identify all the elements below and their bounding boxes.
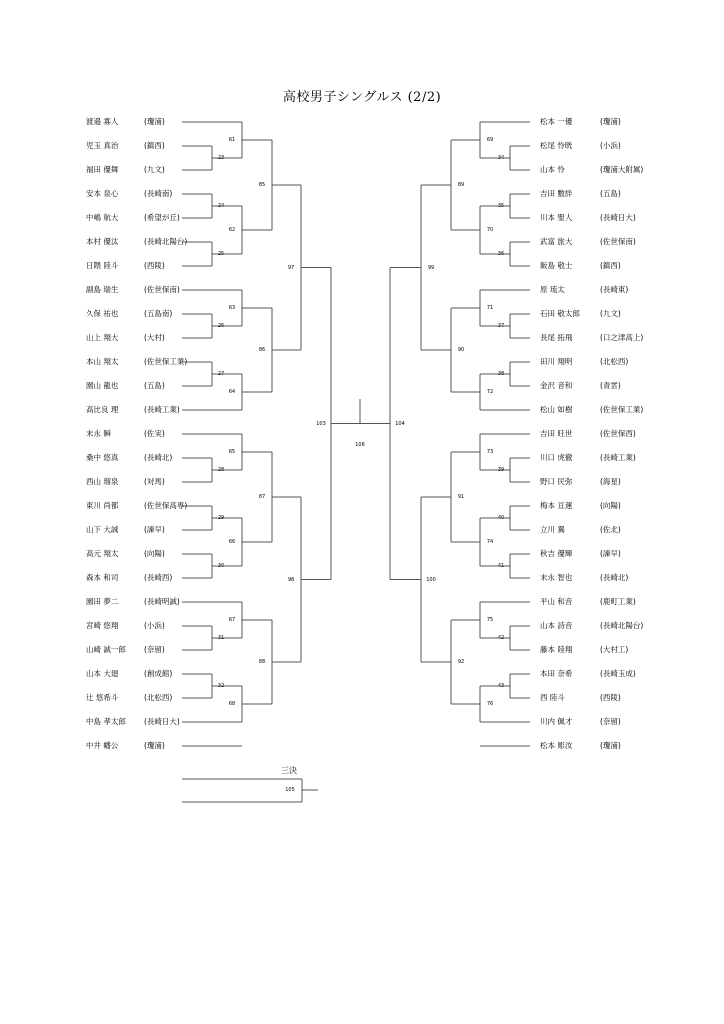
player-school: (瓊浦大附属) — [600, 165, 644, 174]
player-name: 東川 尚都 — [86, 501, 119, 510]
match-number: 89 — [457, 182, 465, 188]
player-school: (佐実) — [144, 429, 165, 438]
player-name: 石田 敬太郎 — [540, 309, 580, 318]
player-name: 高比良 理 — [86, 405, 119, 414]
match-number: 73 — [486, 449, 494, 455]
player-name: 高元 翔太 — [86, 549, 119, 558]
player-school: (佐世保工業) — [144, 357, 188, 366]
player-school: (口之津高上) — [600, 333, 644, 342]
player-name: 野口 民弥 — [540, 477, 573, 486]
match-number: 87 — [258, 494, 266, 500]
player-name: 久保 祐也 — [86, 309, 119, 318]
player-name: 中島 孝太郎 — [86, 717, 126, 726]
player-name: 梅本 亘運 — [540, 501, 573, 510]
player-school: (鎮西) — [600, 261, 621, 270]
match-number: 99 — [427, 264, 435, 271]
player-name: 平山 和音 — [540, 597, 573, 606]
match-number: 65 — [228, 449, 236, 455]
match-number: 74 — [486, 539, 494, 545]
player-school: (瓊浦) — [600, 117, 621, 126]
match-number: 106 — [355, 442, 365, 448]
match-number: 86 — [258, 347, 266, 353]
player-name: 本村 優汰 — [86, 237, 119, 246]
match-number: 23 — [217, 155, 225, 161]
player-name: 末永 瞬 — [86, 429, 111, 438]
player-school: (対馬) — [144, 477, 165, 486]
player-school: (長崎東) — [600, 285, 629, 294]
player-school: (向陽) — [144, 549, 165, 558]
player-name: 中井 幡公 — [86, 741, 119, 750]
player-school: (大村) — [144, 333, 165, 342]
player-name: 山下 大誠 — [86, 525, 119, 534]
match-number: 26 — [217, 323, 225, 329]
match-number: 43 — [497, 683, 505, 689]
player-school: (五島南) — [144, 309, 173, 318]
match-number: 88 — [258, 659, 266, 665]
player-name: 吉田 數絆 — [540, 189, 573, 198]
match-number: 92 — [457, 659, 465, 665]
player-school: (西陵) — [600, 693, 621, 702]
player-name: 立川 翼 — [540, 525, 565, 534]
player-school: (佐世保高専) — [144, 501, 188, 510]
player-name: 児玉 真治 — [86, 141, 119, 150]
player-name: 飯島 敬士 — [540, 261, 573, 270]
match-number: 30 — [217, 563, 225, 569]
player-school: (佐北) — [600, 525, 621, 534]
player-name: 川口 虎徹 — [540, 453, 573, 462]
page-title: 高校男子シングルス (2/2) — [282, 90, 442, 105]
player-school: (長崎工業) — [144, 405, 180, 414]
player-name: 末永 智也 — [540, 573, 573, 582]
player-school: (佐世保南) — [600, 237, 636, 246]
match-number: 76 — [486, 701, 494, 707]
player-name: 園田 夢二 — [86, 597, 119, 606]
player-name: 山本 詩音 — [540, 621, 573, 630]
match-number: 97 — [287, 264, 295, 271]
match-number: 61 — [228, 137, 236, 143]
player-name: 田川 翔明 — [540, 357, 573, 366]
player-school: (瓊浦) — [144, 741, 165, 750]
player-name: 福田 優舞 — [86, 165, 119, 174]
player-school: (長崎北陽台) — [600, 621, 644, 630]
player-school: (小浜) — [144, 621, 165, 630]
player-school: (小浜) — [600, 141, 621, 150]
player-school: (奈留) — [600, 717, 621, 726]
player-school: (長崎明誠) — [144, 597, 180, 606]
player-name: 園山 龍也 — [86, 381, 119, 390]
match-number: 66 — [228, 539, 236, 545]
player-school: (九文) — [144, 165, 165, 174]
player-name: 辻 悠希斗 — [86, 693, 119, 702]
match-number: 100 — [426, 576, 436, 583]
player-name: 西山 瑠泉 — [86, 477, 119, 486]
player-school: (長崎南) — [144, 189, 173, 198]
match-number: 69 — [486, 137, 494, 143]
player-school: (奈留) — [144, 645, 165, 654]
player-school: (九文) — [600, 309, 621, 318]
player-name: 山本 怜 — [540, 165, 565, 174]
player-name: 川内 佩才 — [540, 717, 573, 726]
player-school: (長崎北陽台) — [144, 237, 188, 246]
player-name: 森本 和司 — [86, 573, 119, 582]
player-school: (北松西) — [600, 357, 629, 366]
player-school: (大村工) — [600, 645, 629, 654]
player-name: 長尾 拓飛 — [540, 333, 573, 342]
match-number: 64 — [228, 389, 236, 395]
player-school: (青雲) — [600, 381, 621, 390]
match-number: 62 — [228, 227, 236, 233]
player-name: 松山 如樹 — [540, 405, 573, 414]
match-number: 90 — [457, 347, 465, 353]
player-school: (佐世保南) — [144, 285, 180, 294]
match-number: 29 — [217, 515, 225, 521]
match-number: 34 — [497, 155, 505, 161]
match-number: 32 — [217, 683, 225, 689]
match-number: 41 — [497, 563, 505, 569]
match-number: 85 — [258, 182, 266, 188]
player-school: (鹿町工業) — [600, 597, 636, 606]
player-name: 川本 聖人 — [540, 213, 573, 222]
player-name: 武富 旅大 — [540, 237, 573, 246]
match-number: 28 — [217, 467, 225, 473]
player-name: 松本 一優 — [540, 117, 573, 126]
player-name: 松尾 怜晄 — [540, 141, 573, 150]
player-school: (希望が丘) — [144, 213, 180, 222]
player-school: (佐世保西) — [600, 429, 636, 438]
player-name: 西 陸斗 — [540, 693, 565, 702]
player-school: (瓊浦) — [600, 741, 621, 750]
player-name: 山本 大廻 — [86, 669, 119, 678]
player-school: (海星) — [600, 477, 621, 486]
player-name: 副島 瑞生 — [86, 285, 119, 294]
player-school: (創成館) — [144, 669, 173, 678]
player-name: 吉田 旺世 — [540, 429, 573, 438]
match-number: 39 — [497, 467, 505, 473]
match-number: 91 — [457, 494, 465, 500]
player-school: (鎮西) — [144, 141, 165, 150]
match-number: 71 — [486, 305, 494, 311]
match-number: 37 — [497, 323, 505, 329]
player-school: (長崎北) — [600, 573, 629, 582]
player-school: (諫早) — [600, 549, 621, 558]
match-number: 98 — [287, 576, 295, 583]
player-name: 藤本 陸翔 — [540, 645, 573, 654]
player-name: 安本 泉心 — [86, 189, 119, 198]
match-number: 104 — [395, 420, 405, 427]
match-number: 72 — [486, 389, 494, 395]
player-name: 原 琉太 — [540, 285, 565, 294]
player-name: 本田 奈希 — [540, 669, 573, 678]
player-school: (五島) — [144, 381, 165, 390]
player-name: 渡邉 寡人 — [86, 117, 119, 126]
player-name: 本山 翔太 — [86, 357, 119, 366]
match-number: 63 — [228, 305, 236, 311]
player-school: (長崎玉成) — [600, 669, 636, 678]
match-number: 27 — [217, 371, 225, 377]
match-number: 68 — [228, 701, 236, 707]
player-name: 山上 翔大 — [86, 333, 119, 342]
player-school: (諫早) — [144, 525, 165, 534]
match-number: 105 — [285, 787, 295, 793]
player-name: 松本 彫汝 — [540, 741, 573, 750]
player-school: (長崎工業) — [600, 453, 636, 462]
player-school: (北松西) — [144, 693, 173, 702]
player-school: (瓊浦) — [144, 117, 165, 126]
match-number: 25 — [217, 251, 225, 257]
player-name: 日隈 陸斗 — [86, 261, 119, 270]
player-school: (西陵) — [144, 261, 165, 270]
match-number: 67 — [228, 617, 236, 623]
match-number: 38 — [497, 371, 505, 377]
player-school: (向陽) — [600, 501, 621, 510]
match-number: 36 — [497, 251, 505, 257]
match-number: 35 — [497, 203, 505, 209]
match-number: 103 — [316, 420, 326, 427]
player-name: 秋吉 優輝 — [540, 549, 573, 558]
player-school: (長崎西) — [144, 573, 173, 582]
player-name: 桑中 悠真 — [86, 453, 119, 462]
player-name: 宮崎 悠翔 — [86, 621, 119, 630]
match-number: 70 — [486, 227, 494, 233]
player-school: (佐世保工業) — [600, 405, 644, 414]
player-school: (五島) — [600, 189, 621, 198]
match-number: 24 — [217, 203, 225, 209]
player-school: (長崎日大) — [600, 213, 636, 222]
player-name: 金沢 音和 — [540, 381, 573, 390]
consolation-label: 三決 — [281, 766, 297, 775]
player-school: (長崎北) — [144, 453, 173, 462]
match-number: 42 — [497, 635, 505, 641]
player-name: 中嶋 航大 — [86, 213, 119, 222]
match-number: 75 — [486, 617, 494, 623]
player-school: (長崎日大) — [144, 717, 180, 726]
match-number: 40 — [497, 515, 505, 521]
player-name: 山崎 誠一郎 — [86, 645, 126, 654]
match-number: 31 — [217, 635, 225, 641]
